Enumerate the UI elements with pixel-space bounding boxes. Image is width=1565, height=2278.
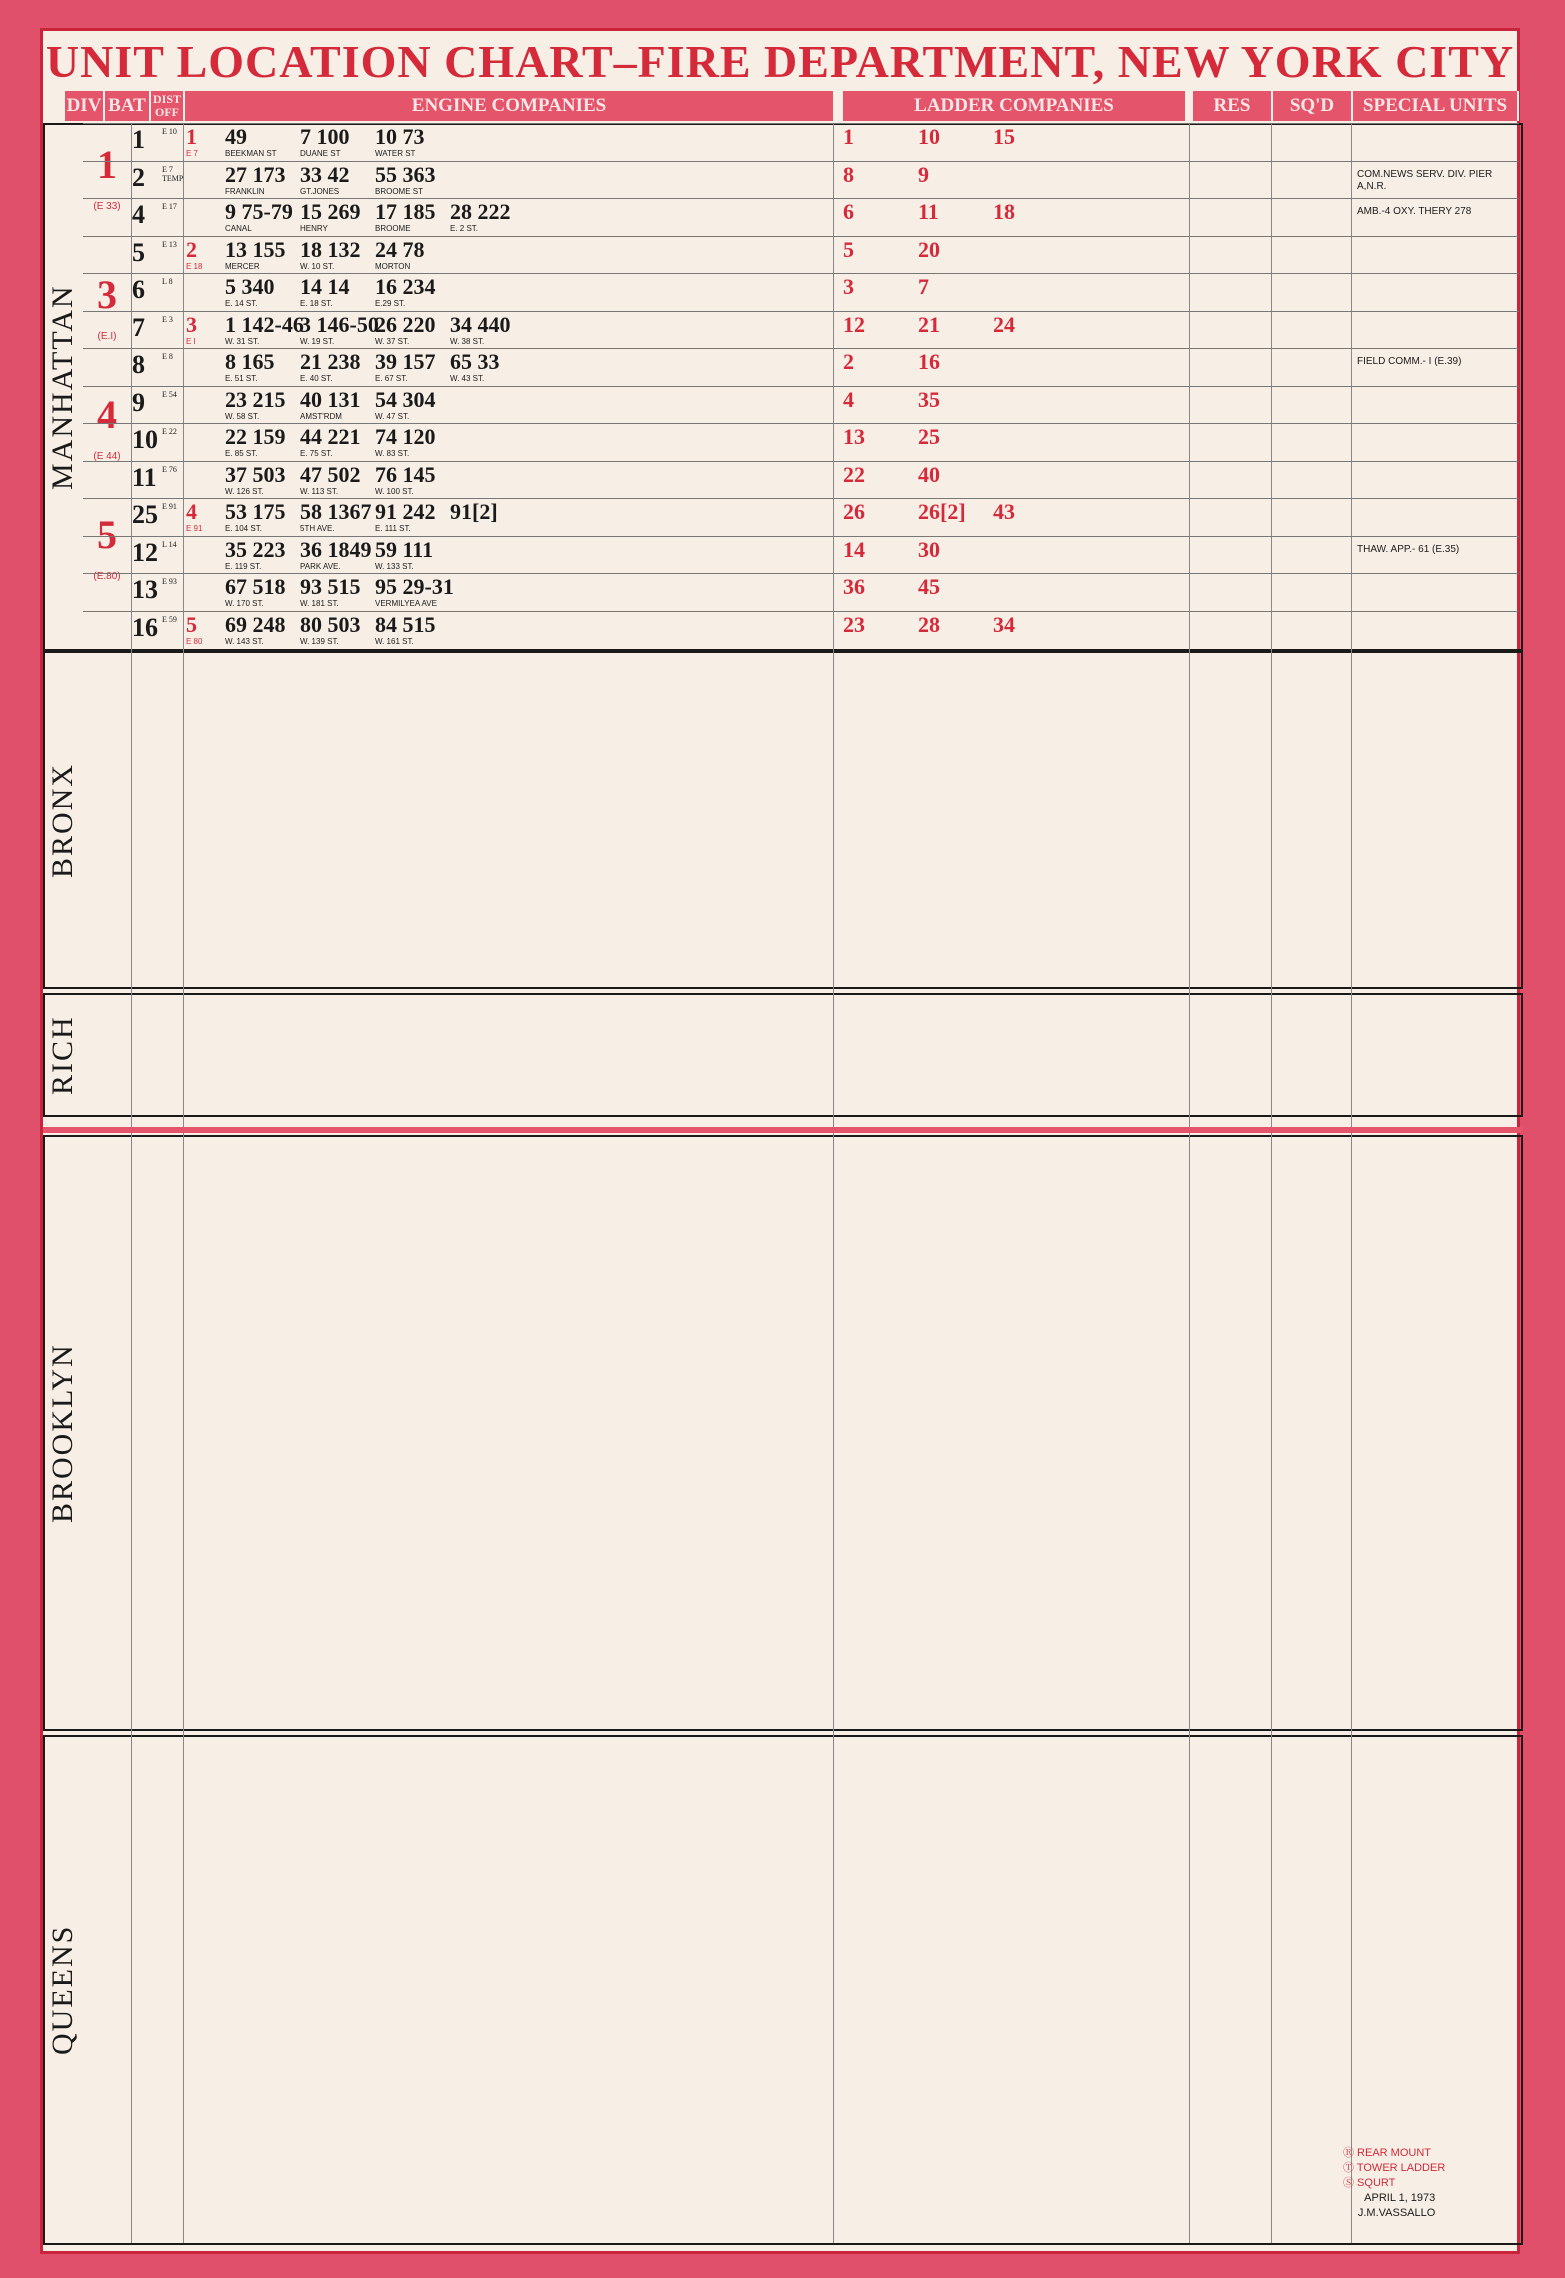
- battalion-engine: E 7 TEMP: [162, 164, 184, 183]
- ladder-company-cell: 43: [993, 499, 1015, 524]
- engine-company-cell: 5 340 E. 14 ST.: [225, 274, 275, 308]
- engine-company-cell: 39 157 E. 67 ST.: [375, 349, 436, 383]
- battalion-engine: E 91: [162, 502, 177, 511]
- district-office-cell: 4 E 91: [186, 499, 203, 533]
- special-unit-note: AMB.-4 OXY. THERY 278: [1357, 206, 1472, 217]
- legend-squrt: Ⓢ SQURT: [1343, 2177, 1396, 2189]
- engine-company-cell: 80 503 W. 139 ST.: [300, 611, 361, 646]
- ladder-company-cell: 10: [918, 124, 940, 149]
- legend-rear-mount: Ⓡ REAR MOUNT: [1343, 2147, 1431, 2159]
- battalion-engine: E 17: [162, 202, 177, 211]
- borough-label: BRONX: [46, 762, 79, 878]
- chart-sheet: [40, 28, 1520, 2254]
- battalion-cell: 7 E 3: [132, 312, 173, 342]
- column-divider: [1351, 123, 1352, 2243]
- ladder-company-cell: 36: [843, 574, 865, 599]
- borough-block: [43, 651, 1523, 989]
- engine-company-cell: 3 146-50 W. 19 ST.: [300, 311, 379, 346]
- battalion-cell: 10 E 22: [132, 425, 177, 454]
- engine-company-cell: 15 269 HENRY: [300, 199, 361, 233]
- engine-company-cell: 34 440 W. 38 ST.: [450, 311, 511, 346]
- district-office-cell: 2 E 18: [186, 236, 203, 271]
- chart-date: APRIL 1, 1973: [1364, 2192, 1436, 2204]
- engine-company-cell: 37 503 W. 126 ST.: [225, 461, 286, 496]
- battalion-engine: E 59: [162, 614, 177, 624]
- row-divider: [83, 611, 1519, 612]
- engine-company-cell: 18 132 W. 10 ST.: [300, 236, 361, 271]
- engine-company-cell: 23 215 W. 58 ST.: [225, 386, 286, 421]
- division-number: 5: [97, 512, 117, 557]
- battalion-engine: E 93: [162, 577, 177, 586]
- engine-company-cell: 24 78 MORTON: [375, 236, 425, 271]
- division-engine: (E.80): [93, 571, 121, 582]
- battalion-cell: 2 E 7 TEMP: [132, 162, 184, 192]
- engine-company-cell: 1 142-46 W. 31 ST.: [225, 311, 304, 346]
- battalion-engine: E 8: [162, 352, 173, 361]
- row-divider: [83, 461, 1519, 462]
- special-unit-note: FIELD COMM.- I (E.39): [1357, 356, 1462, 367]
- battalion-engine: E 13: [162, 239, 177, 249]
- battalion-engine: L 14: [162, 539, 177, 549]
- ladder-company-cell: 14: [843, 536, 865, 562]
- engine-company-cell: 40 131 AMST'RDM: [300, 386, 361, 421]
- battalion-engine: L 8: [162, 277, 173, 286]
- ladder-company-cell: 34: [993, 611, 1015, 637]
- ladder-company-cell: 16: [918, 349, 940, 374]
- engine-company-cell: 9 75-79 CANAL: [225, 199, 293, 233]
- ladder-company-cell: 12: [843, 311, 865, 337]
- header-special: SPECIAL UNITS: [1353, 91, 1519, 121]
- chart-author: J.M.VASSALLO: [1357, 2207, 1436, 2219]
- battalion-engine: E 76: [162, 464, 177, 474]
- engine-company-cell: 76 145 W. 100 ST.: [375, 461, 436, 496]
- battalion-engine: E 10: [162, 127, 177, 136]
- district-office-cell: 5 E 80: [186, 611, 203, 646]
- ladder-company-cell: 4: [843, 386, 854, 412]
- engine-company-cell: 16 234 E.29 ST.: [375, 274, 436, 308]
- battalion-cell: 13 E 93: [132, 575, 177, 604]
- row-divider: [83, 123, 1519, 124]
- borough-label: BROOKLYN: [46, 1343, 79, 1523]
- header-sqd: SQ'D: [1273, 91, 1353, 121]
- engine-company-cell: 54 304 W. 47 ST.: [375, 386, 436, 421]
- borough-label: RICH: [46, 1015, 79, 1095]
- ladder-company-cell: 18: [993, 199, 1015, 224]
- ladder-company-cell: 28: [918, 611, 940, 637]
- battalion-cell: 9 E 54: [132, 387, 177, 417]
- row-divider: [83, 386, 1519, 387]
- ladder-company-cell: 1: [843, 124, 854, 149]
- page-fold: [43, 1127, 1523, 1133]
- battalion-cell: 11 E 76: [132, 462, 177, 492]
- ladder-company-cell: 11: [918, 199, 939, 224]
- header-dist-off: DIST OFF: [151, 91, 185, 121]
- ladder-company-cell: 26: [843, 499, 865, 524]
- column-divider: [183, 123, 184, 2243]
- battalion-cell: 6 L 8: [132, 275, 173, 304]
- ladder-company-cell: 30: [918, 536, 940, 562]
- division-number: 3: [97, 272, 117, 317]
- battalion-cell: 1 E 10: [132, 125, 177, 154]
- ladder-company-cell: 3: [843, 274, 854, 299]
- engine-company-cell: 91[2]: [450, 499, 498, 524]
- division-number: 4: [97, 392, 117, 437]
- ladder-company-cell: 26[2]: [918, 499, 966, 524]
- header-div: DIV: [65, 91, 105, 121]
- engine-company-cell: 74 120 W. 83 ST.: [375, 424, 436, 458]
- ladder-company-cell: 40: [918, 461, 940, 487]
- legend-tower-ladder: Ⓣ TOWER LADDER: [1343, 2162, 1446, 2174]
- engine-company-cell: 44 221 E. 75 ST.: [300, 424, 361, 458]
- engine-company-cell: 13 155 MERCER: [225, 236, 286, 271]
- header-engine: ENGINE COMPANIES: [185, 91, 835, 121]
- ladder-company-cell: 5: [843, 236, 854, 262]
- ladder-company-cell: 13: [843, 424, 865, 449]
- ladder-company-cell: 24: [993, 311, 1015, 337]
- ladder-company-cell: 45: [918, 574, 940, 599]
- engine-company-cell: 8 165 E. 51 ST.: [225, 349, 275, 383]
- engine-company-cell: 91 242 E. 111 ST.: [375, 499, 436, 533]
- engine-company-cell: 7 100 DUANE ST: [300, 124, 350, 158]
- ladder-company-cell: 20: [918, 236, 940, 262]
- engine-company-cell: 93 515 W. 181 ST.: [300, 574, 361, 608]
- division-engine: (E 44): [93, 451, 121, 462]
- borough-label: MANHATTAN: [46, 284, 79, 490]
- ladder-company-cell: 25: [918, 424, 940, 449]
- ladder-company-cell: 35: [918, 386, 940, 412]
- battalion-engine: E 54: [162, 389, 177, 399]
- row-divider: [83, 536, 1519, 537]
- engine-company-cell: 28 222 E. 2 ST.: [450, 199, 511, 233]
- battalion-engine: E 22: [162, 427, 177, 436]
- engine-company-cell: 35 223 E. 119 ST.: [225, 536, 286, 571]
- division-engine: (E.I): [97, 331, 117, 342]
- engine-company-cell: 95 29-31 VERMILYEA AVE: [375, 574, 454, 608]
- battalion-cell: 5 E 13: [132, 237, 177, 267]
- column-divider: [1271, 123, 1272, 2243]
- engine-company-cell: 17 185 BROOME: [375, 199, 436, 233]
- engine-company-cell: 36 1849 PARK AVE.: [300, 536, 372, 571]
- engine-company-cell: 21 238 E. 40 ST.: [300, 349, 361, 383]
- row-divider: [83, 498, 1519, 499]
- engine-company-cell: 47 502 W. 113 ST.: [300, 461, 361, 496]
- engine-company-cell: 33 42 GT.JONES: [300, 161, 350, 196]
- special-unit-note: COM.NEWS SERV. DIV. PIER A,N.R.: [1357, 168, 1493, 192]
- ladder-company-cell: 2: [843, 349, 854, 374]
- row-divider: [83, 236, 1519, 237]
- district-office-cell: 3 E I: [186, 311, 197, 346]
- row-divider: [83, 573, 1519, 574]
- engine-company-cell: 55 363 BROOME ST: [375, 161, 436, 196]
- engine-company-cell: 27 173 FRANKLIN: [225, 161, 286, 196]
- battalion-cell: 4 E 17: [132, 200, 177, 229]
- engine-company-cell: 53 175 E. 104 ST.: [225, 499, 286, 533]
- engine-company-cell: 65 33 W. 43 ST.: [450, 349, 500, 383]
- engine-company-cell: 26 220 W. 37 ST.: [375, 311, 436, 346]
- ladder-company-cell: 22: [843, 461, 865, 487]
- header-res: RES: [1193, 91, 1273, 121]
- borough-block: [43, 993, 1523, 1117]
- engine-company-cell: 22 159 E. 85 ST.: [225, 424, 286, 458]
- division-number: 1: [97, 142, 117, 187]
- division-engine: (E 33): [93, 201, 121, 212]
- battalion-engine: E 3: [162, 314, 173, 324]
- battalion-cell: 8 E 8: [132, 350, 173, 379]
- engine-company-cell: 69 248 W. 143 ST.: [225, 611, 286, 646]
- row-divider: [83, 273, 1519, 274]
- ladder-company-cell: 23: [843, 611, 865, 637]
- engine-company-cell: 49 BEEKMAN ST: [225, 124, 277, 158]
- row-divider: [83, 348, 1519, 349]
- row-divider: [83, 198, 1519, 199]
- header-bat: BAT: [105, 91, 151, 121]
- row-divider: [83, 423, 1519, 424]
- ladder-company-cell: 15: [993, 124, 1015, 149]
- district-office-cell: 1 E 7: [186, 124, 199, 158]
- engine-company-cell: 10 73 WATER ST: [375, 124, 425, 158]
- battalion-cell: 25 E 91: [132, 500, 177, 529]
- borough-block: [43, 1135, 1523, 1731]
- column-divider: [833, 123, 834, 2243]
- engine-company-cell: 14 14 E. 18 ST.: [300, 274, 350, 308]
- special-unit-note: THAW. APP.- 61 (E.35): [1357, 543, 1460, 555]
- header-ladder: LADDER COMPANIES: [843, 91, 1187, 121]
- battalion-cell: 16 E 59: [132, 612, 177, 642]
- page-title: UNIT LOCATION CHART–FIRE DEPARTMENT, NEW YORK CITY: [45, 36, 1515, 87]
- engine-company-cell: 59 111 W. 133 ST.: [375, 536, 434, 571]
- battalion-cell: 12 L 14: [132, 537, 177, 567]
- engine-company-cell: 58 1367 5TH AVE.: [300, 499, 372, 533]
- engine-company-cell: 84 515 W. 161 ST.: [375, 611, 436, 646]
- legend: [1343, 2146, 1445, 2221]
- row-divider: [83, 161, 1519, 162]
- ladder-company-cell: 21: [918, 311, 940, 337]
- ladder-company-cell: 8: [843, 161, 854, 187]
- engine-company-cell: 67 518 W. 170 ST.: [225, 574, 286, 608]
- borough-label: QUEENS: [46, 1924, 79, 2056]
- column-divider: [1189, 123, 1190, 2243]
- ladder-company-cell: 6: [843, 199, 854, 224]
- ladder-company-cell: 7: [918, 274, 929, 299]
- borough-block: [43, 1735, 1523, 2245]
- ladder-company-cell: 9: [918, 161, 929, 187]
